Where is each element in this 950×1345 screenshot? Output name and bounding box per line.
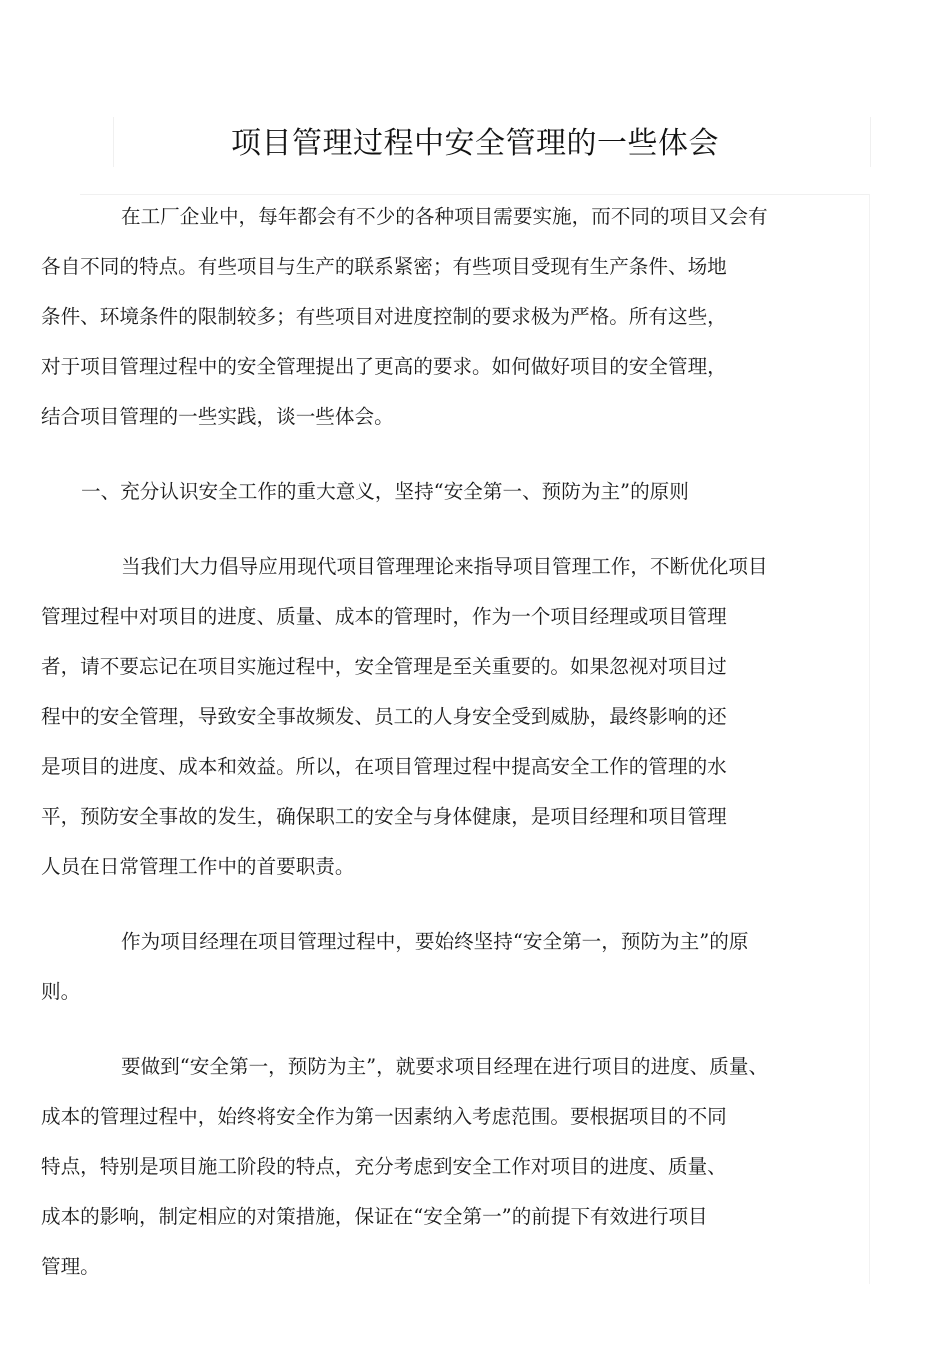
section-heading [81,467,823,517]
paragraph-line: 则。 [41,980,81,1003]
paragraph-line: 管理过程中对项目的进度、质量、成本的管理时，作为一个项目经理或项目管理 [41,605,727,628]
paragraph-line: 要做到“安全第一，预防为主”，就要求项目经理在进行项目的进度、质量、 [121,1055,769,1078]
paragraph-line: 人员在日常管理工作中的首要职责。 [41,855,355,878]
paragraph-line: 程中的安全管理，导致安全事故频发、员工的人身安全受到威胁，最终影响的还 [41,705,727,728]
paragraph-line: 是项目的进度、成本和效益。所以，在项目管理过程中提高安全工作的管理的水 [41,755,727,778]
paragraph-importance [41,542,823,892]
paragraph-line: 各自不同的特点。有些项目与生产的联系紧密；有些项目受现有生产条件、场地 [41,255,727,278]
paragraph-line: 当我们大力倡导应用现代项目管理理论来指导项目管理工作，不断优化项目 [121,555,768,578]
paragraph-line: 特点，特别是项目施工阶段的特点，充分考虑到安全工作对项目的进度、质量、 [41,1155,727,1178]
paragraph-requirements [41,1042,823,1292]
paragraph-intro [41,192,823,442]
document-title: 项目管理过程中安全管理的一些体会 [231,126,719,161]
paragraph-line: 在工厂企业中，每年都会有不少的各种项目需要实施，而不同的项目又会有 [121,205,768,228]
paragraph-line: 结合项目管理的一些实践，谈一些体会。 [41,405,394,428]
divider-right [869,194,870,1284]
document-body [41,192,823,1292]
paragraph-line: 平，预防安全事故的发生，确保职工的安全与身体健康，是项目经理和项目管理 [41,805,727,828]
paragraph-line: 对于项目管理过程中的安全管理提出了更高的要求。如何做好项目的安全管理， [41,355,727,378]
paragraph-line: 成本的影响，制定相应的对策措施，保证在“安全第一”的前提下有效进行项目 [41,1205,708,1228]
paragraph-line: 者，请不要忘记在项目实施过程中，安全管理是至关重要的。如果忽视对项目过 [41,655,727,678]
paragraph-line: 条件、环境条件的限制较多；有些项目对进度控制的要求极为严格。所有这些， [41,305,727,328]
paragraph-line: 成本的管理过程中，始终将安全作为第一因素纳入考虑范围。要根据项目的不同 [41,1105,727,1128]
paragraph-line: 作为项目经理在项目管理过程中，要始终坚持“安全第一，预防为主”的原 [121,930,749,953]
paragraph-line: 管理。 [41,1255,100,1278]
paragraph-principle [41,917,823,1017]
section-heading-text: 一、充分认识安全工作的重大意义，坚持“安全第一、预防为主”的原则 [81,480,689,503]
